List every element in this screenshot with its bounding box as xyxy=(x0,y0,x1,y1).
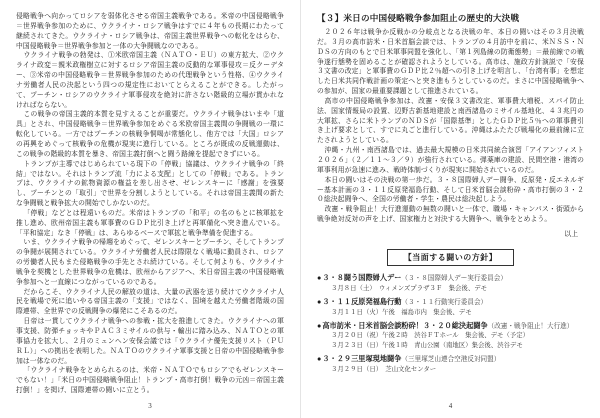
event-detail: ３月８日（土） ウィメンズプラザ３Ｆ 集会後、デモ xyxy=(331,284,487,292)
bullet-icon: ● xyxy=(317,296,322,306)
action-plan-item-title xyxy=(317,297,584,308)
body-paragraph: 「ウクライナ戦争をとめられるのは、米帝・ＮＡＴＯでもロシアでもゼレンスキーでもない！」「米日の中国侵略戦争阻止！トランプ・高市打倒！戦争の元凶＝帝国主義打倒！」を掲げ、国際連帯の闘いに立とう。 xyxy=(16,367,284,395)
event-detail: ３月２３日（日）午後１時 青山公園（南地区）集会後、渋谷デモ xyxy=(331,342,523,350)
action-plan-list xyxy=(317,273,584,375)
bullet-icon: ● xyxy=(317,320,322,330)
action-plan-title: 【当面する闘いの方針】 xyxy=(387,249,515,266)
page-number-left: 3 xyxy=(148,402,152,410)
event-detail: ３月１１日（火）午後 福島市内 集会後、デモ xyxy=(331,308,472,316)
body-paragraph: 沖縄・九州・南西諸島では、過去最大規模の日米共同統合演習「アイアンフィスト２０２６」（２／１１〜３／９）が強行されている。弾薬庫の建設、民間空港・港湾の軍事利用が急速に進み、戦時体制づくりが現実に開始されているのだ。 xyxy=(317,147,584,174)
body-paragraph: トランプが主導ではじめられている現下の「停戦」協議は、ウクライナ戦争の「終結」ではない。それはトランプ流「力による支配」としての「停戦」である。トランプは、ウクライナの鉱物資源の権益を差し出させ、ゼレンスキーに「感謝」を強要し、プーチンとの「取引」で世界を分割しようとしている。それは帝国主義間の新たな争闘戦と戦争拡大の開始でしかないのだ。 xyxy=(16,160,284,208)
body-paragraph: 本日の闘いはその決戦の第一歩だ。３・８国際婦人デー闘争、反原発・反エネルギー基本計画の３・１１反原発福島行動、そして日米首脳会談粉砕・高市打倒の３・２０総決起闘争へ、全国の労働者・学生・農民は総決起しよう。 xyxy=(317,176,584,204)
event-detail: ３月２９日（日） 芝山文化センター xyxy=(331,366,437,374)
event-name: 高市訪米・日米首脳会談粉砕！３・２０総決起闘争 xyxy=(322,320,488,330)
page-number-right: 4 xyxy=(448,402,453,410)
event-organizer: （３・８国際婦人デー実行委員会） xyxy=(401,274,507,282)
body-paragraph: 日帝は一貫してウクライナ戦争への参戦・拡大を推進してきた。ウクライナへの軍事支援、防弾チョッキやＰＡＣ３ミサイルの供与・輸出に踏み込み、ＮＡＴＯとの軍事協力を拡大し、２月のミュンヘン安保会議では「ウクライナ優先支援リスト（ＰＵＲＬ）」への拠出を表明した。ＮＡＴＯのウクライナ軍事支援と日帝の中国侵略戦争参加は一体なのだ。 xyxy=(16,318,284,365)
body-paragraph: 高市の中国侵略戦争参加は、改憲・安保３文書改定、軍事費大増税、スパイ防止法、国家情報局の設置、辺野古新基地建設と南西諸島のミサイル基地化、４３兆円の大軍拡、さらに米トランプのＮＤＳが「国際基準」としたＧＤＰ比５％への軍事費引き上げ要求として、すでに丸ごと進行している。沖縄はふたたび戦場化の最前線に立たされようとしている。 xyxy=(317,97,584,145)
closing-mark: 以上 xyxy=(564,230,578,238)
body-paragraph: ウクライナ戦争の勃発は、①米欧帝国主義（ＮＡＴＯ・ＥＵ）の東方拡大、②ウクライナ政変＝親米政権樹立に対するロシア帝国主義の反動的な軍事侵攻＝反クーデター、③米帝の中国侵略戦争＝世界戦争参加のための代理戦争という性格、④ウクライナ労働者人民の決起という四つの規定性においてとらえることができる。したがって、プーチン・ロシアのウクライナ軍事侵攻を絶対に許さない階級的立場が貫かれなければならない。 xyxy=(16,52,284,109)
event-name: ３・８闘う国際婦人デー xyxy=(322,272,402,282)
action-plan-item xyxy=(317,297,584,318)
body-paragraph: いま、ウクライナ戦争の帰趨をめぐって、ゼレンスキーとプーチン、そしてトランプの争闘が展開されている。ウクライナ労働者人民は際限なく戦場に動員され、ロシアの労働者人民もまた侵略戦争の手先とされ続けている。そして何よりも、ウクライナ戦争を契機とした世界戦争の危機は、欧州からアジアへ、米日帝国主義の中国侵略戦争参加へと一直線につながっているのである。 xyxy=(16,239,284,286)
action-plan-item-title xyxy=(317,354,584,365)
event-name: ３・２９三里塚現地闘争 xyxy=(322,354,402,364)
bullet-icon: ● xyxy=(317,272,322,282)
event-organizer: （三里塚芝山連合空港反対同盟） xyxy=(401,356,501,364)
body-paragraph: 侵略戦争へ向かってロシアを弱体化させる帝国主義戦争である。米帝の中国侵略戦争＝世界戦争参加のために、ウクライナ・ロシア戦争はすでに４年もの長期にわたって継続されてきた。ウクライナ・ロシア戦争は、帝国主義世界戦争への転化をはらむ、中国侵略戦争＝世界戦争参加と一体の大争闘戦なのである。 xyxy=(16,13,284,50)
body-paragraph: だからこそ、ウクライナ人民の解放の道は、大量の武器を送り続けてウクライナ人民を戦場で死に追いやる帝国主義の「支援」ではなく、国境を越えた労働者階級の国際連帯、全世界での反戦闘争の爆発にこそあるのだ。 xyxy=(16,288,284,316)
body-paragraph: ２０２６年は戦争か反戦かの分岐点となる決戦の年、本日の闘いはその３月決戦だ。３月の高市訪米・日米首脳会談では、トランプの４月訪中を前に、米ＮＳＳ・ＮＤＳの方向のもとで日米軍事同盟を強化し、「第１列島線の防衛態勢」＝最前線での戦争遂行態勢を固めることが確認されようとしている。高市は、施政方針演説で「安保３文書の改定」と軍事費のＧＤＰ比２％超への引き上げを明言し、「台湾有事」を想定した日米共同作戦計画の策定へと突き進もうとしているのだ。まさに中国侵略戦争への参加が、国家の最重要課題として推進されている。 xyxy=(317,29,584,96)
body-paragraph: 改憲・戦争阻止！大行進運動の無数の闘いと一体で、職場・キャンパス・街頭から戦争絶対反対の声を上げ、国家権力と対決する大闘争へ、戦争をとめよう。 xyxy=(317,206,584,224)
action-plan-item xyxy=(317,321,584,352)
action-plan-item-title xyxy=(317,321,584,332)
body-paragraph: この戦争の帝国主義的本質を見すえることが重要だ。ウクライナ戦争はいまや「道具」とされ、中国侵略戦争＝世界戦争参加をめぐる米欧帝国主義間の争闘戦の一環に転化している。一方ではプーチンの核戦争恫喝が常態化し、他方では「大国」ロシアの再興をめぐって核戦争の危機が現実に進行している。ところが既成の反戦運動は、この戦争の階級的本質を暴き、帝国主義打倒へと闘う路線を提起できずにいる。 xyxy=(16,111,284,158)
event-organizer: （３・１１行動実行委員会） xyxy=(401,298,488,306)
bullet-icon: ● xyxy=(317,354,322,364)
action-plan-item-title xyxy=(317,273,584,284)
event-name: ３・１１反原発福島行動 xyxy=(322,296,402,306)
event-detail: ３月２０日（祝）午後２時 渋谷ＦＴホール 集会後、デモ（予定） xyxy=(331,332,529,340)
action-plan-item xyxy=(317,354,584,375)
event-organizer: （改憲・戦争阻止！大行進） xyxy=(487,322,574,330)
action-plan-title-box xyxy=(317,247,584,266)
action-plan-item xyxy=(317,273,584,294)
body-paragraph: 「停戦」などとは程遠いものだ。米帝はトランプの「和平」の名のもとに核軍拡を推し進め、欧州帝国主義も軍事費のＧＤＰ比引き上げと再軍備化へ突き進んでいる。「平和協定」なき「停戦」は、あらゆるベースで軍拡と戦争準備を促進する。 xyxy=(16,209,284,237)
page-4 xyxy=(300,0,600,418)
section-heading: 【３】米日の中国侵略戦争参加阻止の歴史的大決戦 xyxy=(317,13,520,23)
